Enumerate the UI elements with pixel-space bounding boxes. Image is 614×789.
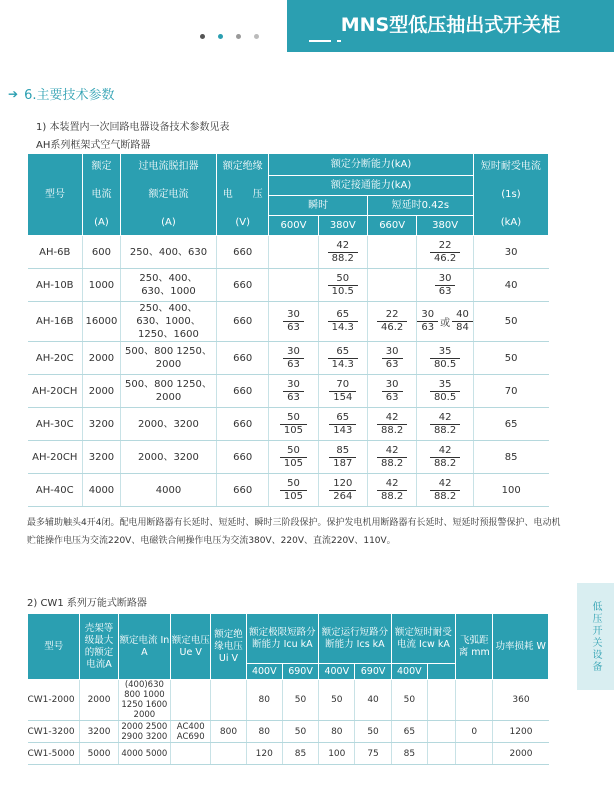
title-banner (287, 0, 614, 52)
col-rated-current: 额定 电流 (A) (83, 154, 121, 236)
cell-model: AH-10B (28, 269, 83, 302)
table-row (28, 342, 549, 375)
cell-380v (318, 408, 367, 441)
section-title: 6.主要技术参数 (24, 88, 115, 103)
fraction-value: $\frac{50}{10.5}$ (328, 273, 358, 298)
fraction-value: $\frac{70}{154}$ (329, 379, 356, 404)
col-ics-400v: 400V (319, 664, 355, 680)
col-380v-b: 380V (417, 216, 473, 236)
table-row (28, 743, 549, 765)
cell-rated: 2000 2500 2900 3200 (118, 721, 170, 743)
cell-660v (367, 375, 416, 408)
col-short-delay: 短延时0.42s (367, 196, 473, 216)
cell-trip: 2000、3200 (120, 441, 216, 474)
fraction-value: $\frac{22}{46.2}$ (430, 240, 460, 265)
cell-660v (367, 342, 416, 375)
cell-380v-b (417, 474, 473, 507)
cell-660v (367, 474, 416, 507)
cell-frame: 5000 (80, 743, 118, 765)
cell-icw2 (427, 680, 455, 721)
cell-frame: 3200 (80, 721, 118, 743)
cell-380v-b (417, 441, 473, 474)
cell-short-time: 65 (473, 408, 548, 441)
table-row (28, 375, 549, 408)
cell-short-time: 70 (473, 375, 548, 408)
cell-trip: 250、400、630 (120, 236, 216, 269)
cell-trip: 500、800 1250、2000 (120, 342, 216, 375)
fraction-value: $\frac{30}{63}$ (417, 309, 438, 334)
cell-660v (367, 408, 416, 441)
cell-volt: 660 (217, 302, 269, 342)
fraction-value: $\frac{42}{88.2}$ (377, 478, 407, 503)
cell-volt: 660 (217, 474, 269, 507)
cell-380v (318, 441, 367, 474)
cell-660v (367, 441, 416, 474)
ah-breaker-table (27, 153, 549, 507)
table-row (28, 302, 549, 342)
cell-frame: 2000 (80, 680, 118, 721)
cell-trip: 250、400、630、1000、1250、1600 (120, 302, 216, 342)
cell-rated: 2000 (83, 375, 121, 408)
cell-trip: 500、800 1250、2000 (120, 375, 216, 408)
cell-icw: 85 (391, 743, 427, 765)
cell-short-time: 100 (473, 474, 548, 507)
part2-subtitle: 2) CW1 系列万能式断路器 (27, 598, 147, 609)
cell-380v (318, 375, 367, 408)
cell-icw: 65 (391, 721, 427, 743)
cell-icw: 50 (391, 680, 427, 721)
cell-arc (456, 743, 493, 765)
cell-trip: 4000 (120, 474, 216, 507)
cell-volt: 660 (217, 342, 269, 375)
cell-ins (211, 743, 246, 765)
cell-icu690: 85 (282, 743, 318, 765)
col-rated-voltage: 额定电压 Ue V (171, 614, 211, 680)
cell-icu690: 50 (282, 721, 318, 743)
cell-icu400: 120 (246, 743, 282, 765)
banner-underline-dot (337, 40, 341, 42)
col-rated-current: 额定电流 In A (118, 614, 170, 680)
fraction-value: $\frac{22}{46.2}$ (377, 309, 407, 334)
cell-power: 1200 (493, 721, 549, 743)
cell-rated: 3200 (83, 441, 121, 474)
cell-380v-b: $\frac{30}{63}$ 或 $\frac{40}{84}$ (417, 302, 473, 342)
cell-380v-b (417, 236, 473, 269)
cell-short-time: 50 (473, 342, 548, 375)
cell-ins: 800 (211, 721, 246, 743)
cell-icu690: 50 (282, 680, 318, 721)
cell-arc: 0 (456, 721, 493, 743)
cell-380v (318, 302, 367, 342)
table-row (28, 269, 549, 302)
fraction-value: $\frac{50}{105}$ (280, 412, 307, 437)
fraction-value: $\frac{50}{105}$ (280, 445, 307, 470)
pager-dot[interactable] (254, 34, 259, 39)
col-model: 型号 (28, 614, 80, 680)
cell-600v (269, 408, 318, 441)
cell-ins (211, 680, 246, 721)
cell-rated: (400)630 800 1000 1250 1600 2000 (118, 680, 170, 721)
col-power: 功率损耗 W (493, 614, 549, 680)
fraction-value: $\frac{42}{88.2}$ (430, 412, 460, 437)
note-paragraph: 最多辅助触头4开4闭。配电用断路器有长延时、短延时、瞬时三阶段保护。保护发电机用断路器有长延时、短延时预报警保护、电动机贮能操作电压为交流220V、电磁铁合闸操作电压为交流380V、220V、直流220V、110V。 (27, 518, 561, 546)
col-icu-400v: 400V (246, 664, 282, 680)
cell-short-time: 85 (473, 441, 548, 474)
fraction-value: $\frac{30}{63}$ (382, 379, 403, 404)
cell-volt (171, 680, 211, 721)
fraction-value: $\frac{42}{88.2}$ (430, 445, 460, 470)
cell-model: AH-20C (28, 342, 83, 375)
cell-380v-b (417, 375, 473, 408)
pager-dots (200, 34, 259, 39)
cell-ics690: 75 (355, 743, 391, 765)
cell-short-time: 40 (473, 269, 548, 302)
cell-rated: 600 (83, 236, 121, 269)
fraction-value: $\frac{42}{88.2}$ (328, 240, 358, 265)
banner-title: MNS型低压抽出式开关柜 (340, 14, 561, 36)
cell-model: AH-16B (28, 302, 83, 342)
cell-ics400: 80 (319, 721, 355, 743)
cell-660v (367, 236, 416, 269)
cell-power: 360 (493, 680, 549, 721)
col-icu-690v: 690V (282, 664, 318, 680)
cell-model: AH-30C (28, 408, 83, 441)
cell-600v (269, 236, 318, 269)
cell-trip: 2000、3200 (120, 408, 216, 441)
cell-icu400: 80 (246, 680, 282, 721)
cell-660v (367, 269, 416, 302)
cell-volt (171, 743, 211, 765)
col-icu: 额定极限短路分断能力 Icu kA (246, 614, 319, 664)
cell-model: AH-20CH (28, 441, 83, 474)
col-ics: 额定运行短路分断能力 Ics kA (319, 614, 392, 664)
cell-short-time: 30 (473, 236, 548, 269)
cell-icw2 (427, 721, 455, 743)
col-insulation-voltage: 额定绝缘电压 Ui V (211, 614, 246, 680)
cell-ics400: 100 (319, 743, 355, 765)
cell-model: CW1-3200 (28, 721, 80, 743)
cell-short-time: 50 (473, 302, 548, 342)
cell-model: AH-40C (28, 474, 83, 507)
cell-ics690: 50 (355, 721, 391, 743)
cell-rated: 3200 (83, 408, 121, 441)
pager-dot[interactable] (236, 34, 241, 39)
cell-icw2 (427, 743, 455, 765)
cell-model: AH-20CH (28, 375, 83, 408)
col-trip-current: 过电流脱扣器 额定电流 (A) (120, 154, 216, 236)
cell-volt: 660 (217, 375, 269, 408)
cell-ics400: 50 (319, 680, 355, 721)
fraction-value: $\frac{35}{80.5}$ (430, 379, 460, 404)
cell-380v-b (417, 342, 473, 375)
cell-600v (269, 269, 318, 302)
fraction-value: $\frac{65}{14.3}$ (328, 309, 358, 334)
pager-dot[interactable] (218, 34, 223, 39)
cell-380v-b (417, 408, 473, 441)
part1-subtitle: AH系列框架式空气断路器 (36, 140, 151, 151)
col-ics-690v: 690V (355, 664, 391, 680)
fraction-value: $\frac{42}{88.2}$ (377, 445, 407, 470)
table-row (28, 408, 549, 441)
cell-rated: 4000 (83, 474, 121, 507)
col-arc: 飞弧距离 mm (456, 614, 493, 680)
fraction-value: $\frac{30}{63}$ (283, 379, 304, 404)
cell-model: CW1-2000 (28, 680, 80, 721)
cell-rated: 1000 (83, 269, 121, 302)
pager-dot[interactable] (200, 34, 205, 39)
cell-380v (318, 474, 367, 507)
col-model: 型号 (28, 154, 83, 236)
arrow-right-icon: ➔ (8, 86, 19, 101)
section-heading (8, 84, 114, 103)
cell-arc (456, 680, 493, 721)
col-frame-current: 壳架等级最大的额定电流A (80, 614, 118, 680)
cell-trip: 250、400、630、1000 (120, 269, 216, 302)
col-insulation-voltage: 额定绝缘 电 压 (V) (217, 154, 269, 236)
fraction-value: $\frac{30}{63}$ (435, 273, 456, 298)
fraction-value: $\frac{65}{143}$ (329, 412, 356, 437)
col-icw-400v: 400V (391, 664, 427, 680)
cell-600v (269, 375, 318, 408)
fraction-value: $\frac{30}{63}$ (283, 346, 304, 371)
cell-600v (269, 441, 318, 474)
cell-model: CW1-5000 (28, 743, 80, 765)
banner-underline (309, 40, 331, 42)
cell-volt: 660 (217, 441, 269, 474)
cell-660v (367, 302, 416, 342)
side-category-tab[interactable]: 低压开关设备 (577, 583, 614, 690)
table-row (28, 236, 549, 269)
cell-600v (269, 302, 318, 342)
col-600v: 600V (269, 216, 318, 236)
cell-power: 2000 (493, 743, 549, 765)
fraction-value: $\frac{42}{88.2}$ (430, 478, 460, 503)
cell-volt: AC400 AC690 (171, 721, 211, 743)
cw1-breaker-table (27, 613, 549, 765)
table-row (28, 441, 549, 474)
col-660v: 660V (367, 216, 416, 236)
table-row (28, 474, 549, 507)
col-instant: 瞬时 (269, 196, 368, 216)
cell-volt: 660 (217, 269, 269, 302)
fraction-value: $\frac{50}{105}$ (280, 478, 307, 503)
col-making-capacity: 额定接通能力(kA) (269, 176, 473, 196)
col-icw-blank (427, 664, 455, 680)
cell-600v (269, 342, 318, 375)
fraction-value: $\frac{120}{264}$ (329, 478, 356, 503)
fraction-value: $\frac{35}{80.5}$ (430, 346, 460, 371)
col-380v: 380V (318, 216, 367, 236)
fraction-value: $\frac{85}{187}$ (329, 445, 356, 470)
cell-model: AH-6B (28, 236, 83, 269)
cell-volt: 660 (217, 408, 269, 441)
cell-rated: 4000 5000 (118, 743, 170, 765)
cell-rated: 16000 (83, 302, 121, 342)
part1-intro: 1) 本装置内一次回路电器设备技术参数见表 (36, 122, 230, 133)
col-breaking-capacity: 额定分断能力(kA) (269, 154, 473, 176)
col-short-time: 短时耐受电流 (1s) (kA) (473, 154, 548, 236)
cell-volt: 660 (217, 236, 269, 269)
col-icw: 额定短时耐受电流 Icw kA (391, 614, 455, 664)
fraction-value: $\frac{30}{63}$ (283, 309, 304, 334)
cell-icu400: 80 (246, 721, 282, 743)
fraction-value: $\frac{40}{84}$ (452, 309, 473, 334)
cell-380v-b (417, 269, 473, 302)
fraction-value: $\frac{30}{63}$ (382, 346, 403, 371)
cell-380v (318, 269, 367, 302)
table-row (28, 680, 549, 721)
cell-380v (318, 342, 367, 375)
fraction-value: $\frac{42}{88.2}$ (377, 412, 407, 437)
fraction-value: $\frac{65}{14.3}$ (328, 346, 358, 371)
cell-ics690: 40 (355, 680, 391, 721)
cell-380v (318, 236, 367, 269)
cell-rated: 2000 (83, 342, 121, 375)
table-row (28, 721, 549, 743)
cell-600v (269, 474, 318, 507)
